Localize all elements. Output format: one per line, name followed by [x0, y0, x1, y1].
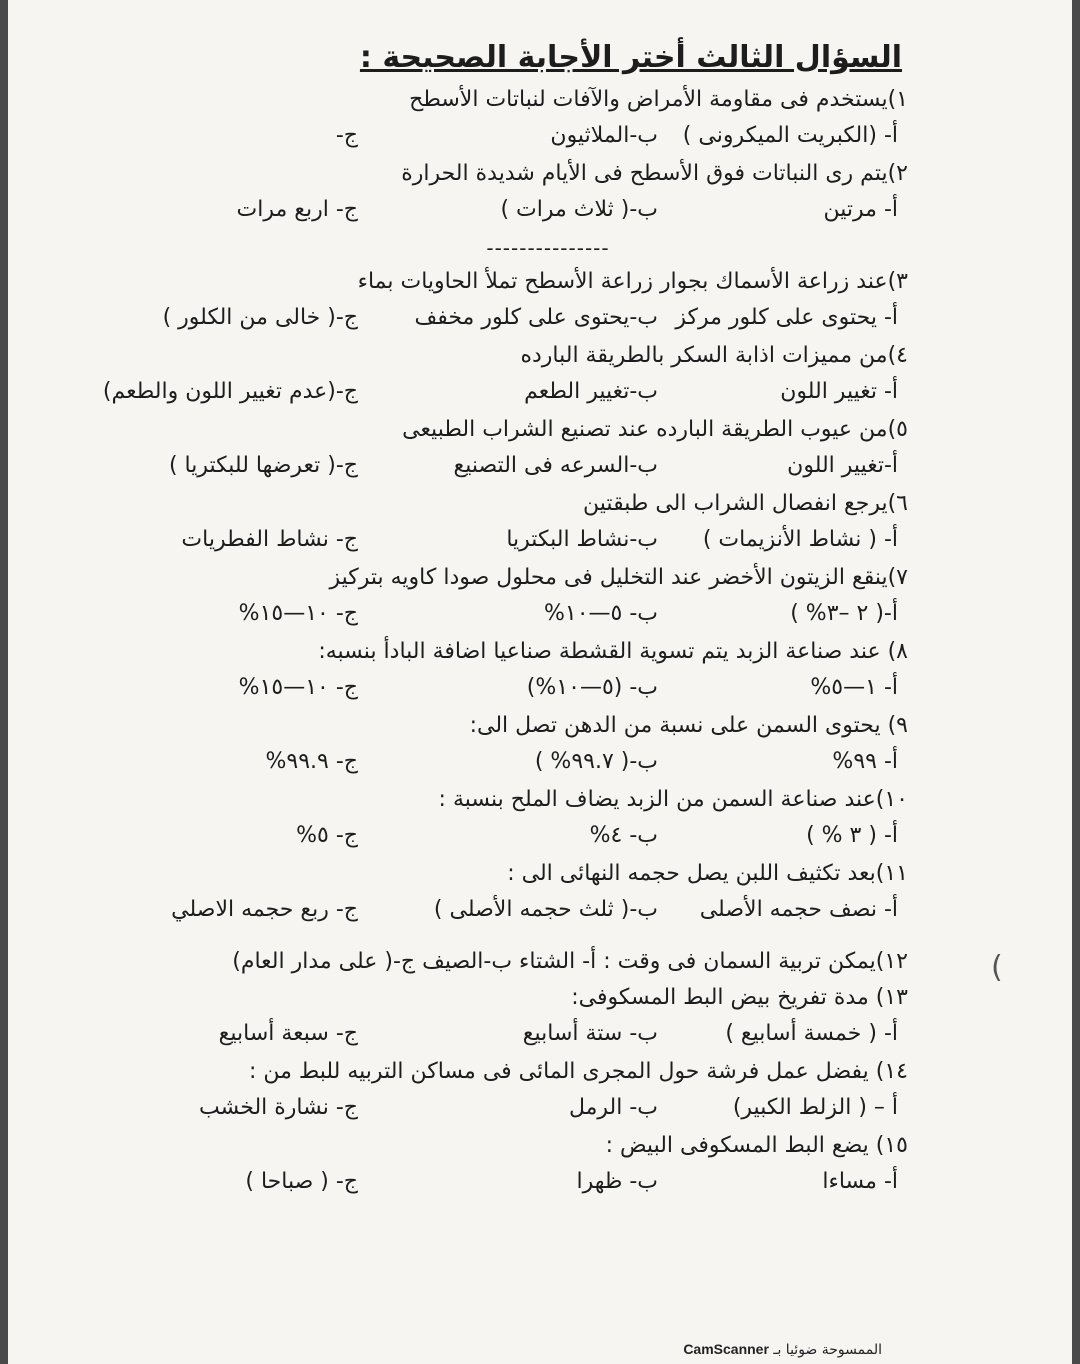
options-1	[68, 119, 908, 157]
question-13: ١٣) مدة تفريخ بيض البط المسكوفى:	[571, 985, 908, 1010]
option-c: ج- ( صباحا )	[245, 1169, 358, 1194]
option-b: ب-( ثلاث مرات )	[500, 197, 658, 222]
scanner-watermark	[683, 1341, 882, 1358]
options-11	[68, 893, 908, 931]
question-8: ٨) عند صناعة الزبد يتم تسوية القشطة صناعيا اضافة البادأ بنسبه:	[318, 639, 908, 664]
option-a: أ-تغيير اللون	[787, 453, 898, 478]
option-b: ب-الملاثيون	[550, 123, 658, 148]
option-c: ج-	[335, 123, 358, 148]
option-c: ج- ١٠—١٥%	[238, 675, 358, 700]
option-b: ب-نشاط البكتريا	[506, 527, 658, 552]
option-b: ب- ٤%	[589, 823, 658, 848]
margin-bracket-mark: (	[991, 950, 1003, 985]
options-4	[68, 375, 908, 413]
option-b: ب- الرمل	[568, 1095, 658, 1120]
options-2	[68, 193, 908, 231]
options-8	[68, 671, 908, 709]
option-b: ب-تغيير الطعم	[524, 379, 658, 404]
question-9: ٩) يحتوى السمن على نسبة من الدهن تصل الى:	[469, 713, 908, 738]
option-a: أ- (الكبريت الميكرونى )	[682, 123, 898, 148]
option-b: ب-السرعه فى التصنيع	[453, 453, 658, 478]
option-b: ب- ظهرا	[576, 1169, 658, 1194]
watermark-brand: CamScanner	[683, 1341, 769, 1357]
options-6	[68, 523, 908, 561]
options-3	[68, 301, 908, 339]
question-3: ٣)عند زراعة الأسماك بجوار زراعة الأسطح تملأ الحاويات بماء	[357, 269, 908, 294]
option-c: ج- نشارة الخشب	[199, 1095, 358, 1120]
question-5: ٥)من عيوب الطريقة البارده عند تصنيع الشراب الطبيعى	[402, 417, 908, 442]
option-b: ب- ٥—١٠%	[543, 601, 658, 626]
option-c: ج- ٩٩.٩%	[265, 749, 358, 774]
question-7: ٧)ينقع الزيتون الأخضر عند التخليل فى محلول صودا كاويه بتركيز	[329, 565, 908, 590]
question-6: ٦)يرجع انفصال الشراب الى طبقتين	[583, 491, 908, 516]
option-c: ج- سبعة أسابيع	[218, 1021, 358, 1046]
page-title: السؤال الثالث أختر الأجابة الصحيحة :	[359, 40, 902, 75]
option-a: أ- مرتين	[823, 197, 898, 222]
option-c: ج- ربع حجمه الاصلي	[171, 897, 358, 922]
options-13	[68, 1017, 908, 1055]
option-b: ب-يحتوى على كلور مخفف	[414, 305, 658, 330]
option-a: أ- تغيير اللون	[780, 379, 898, 404]
option-a: أ- مساءا	[822, 1169, 898, 1194]
option-b: ب-( ثلث حجمه الأصلى )	[433, 897, 658, 922]
question-14: ١٤) يفضل عمل فرشة حول المجرى المائى فى مساكن التربيه للبط من :	[248, 1059, 908, 1084]
option-c: ج- نشاط الفطريات	[181, 527, 358, 552]
exam-sheet	[68, 40, 908, 1203]
question-15: ١٥) يضع البط المسكوفى البيض :	[605, 1133, 908, 1158]
option-a: أ – ( الزلط الكبير)	[732, 1095, 898, 1120]
option-c: ج- ١٠—١٥%	[238, 601, 358, 626]
option-b: ب-( ٩٩.٧% )	[534, 749, 658, 774]
option-a: أ- ( ٣ % )	[806, 823, 898, 848]
option-a: أ- يحتوى على كلور مركز	[675, 305, 898, 330]
question-2: ٢)يتم رى النباتات فوق الأسطح فى الأيام شديدة الحرارة	[401, 161, 908, 186]
option-a: أ- نصف حجمه الأصلى	[699, 897, 898, 922]
option-c: ج-(عدم تغيير اللون والطعم)	[102, 379, 358, 404]
question-11: ١١)بعد تكثيف اللبن يصل حجمه النهائى الى :	[507, 861, 908, 886]
question-1: ١)يستخدم فى مقاومة الأمراض والآفات لنباتات الأسطح	[409, 87, 908, 112]
options-15	[68, 1165, 908, 1203]
option-c: ج- اربع مرات	[236, 197, 358, 222]
option-a: أ- ٩٩%	[832, 749, 898, 774]
option-b: ب- ستة أسابيع	[522, 1021, 658, 1046]
options-14	[68, 1091, 908, 1129]
separator-line: ---------------	[486, 236, 610, 260]
option-a: أ- ( نشاط الأنزيمات )	[702, 527, 898, 552]
option-a: أ-( ٢ –٣% )	[790, 601, 898, 626]
question-10: ١٠)عند صناعة السمن من الزبد يضاف الملح بنسبة :	[438, 787, 908, 812]
question-4: ٤)من مميزات اذابة السكر بالطريقة البارده	[520, 343, 908, 368]
options-7	[68, 597, 908, 635]
options-9	[68, 745, 908, 783]
scanned-page	[8, 0, 1072, 1364]
option-c: ج-( خالى من الكلور )	[162, 305, 358, 330]
option-c: ج- ٥%	[296, 823, 358, 848]
spacer	[68, 931, 908, 945]
option-b: ب- (٥—١٠%)	[526, 675, 658, 700]
option-c: ج-( تعرضها للبكتريا )	[168, 453, 358, 478]
option-a: أ- ١—٥%	[810, 675, 898, 700]
options-10	[68, 819, 908, 857]
question-12: ١٢)يمكن تربية السمان فى وقت : أ- الشتاء ب-الصيف ج-( على مدار العام)	[232, 949, 908, 974]
watermark-text: الممسوحة ضوئيا بـ	[773, 1342, 882, 1358]
option-a: أ- ( خمسة أسابيع )	[725, 1021, 898, 1046]
options-5	[68, 449, 908, 487]
